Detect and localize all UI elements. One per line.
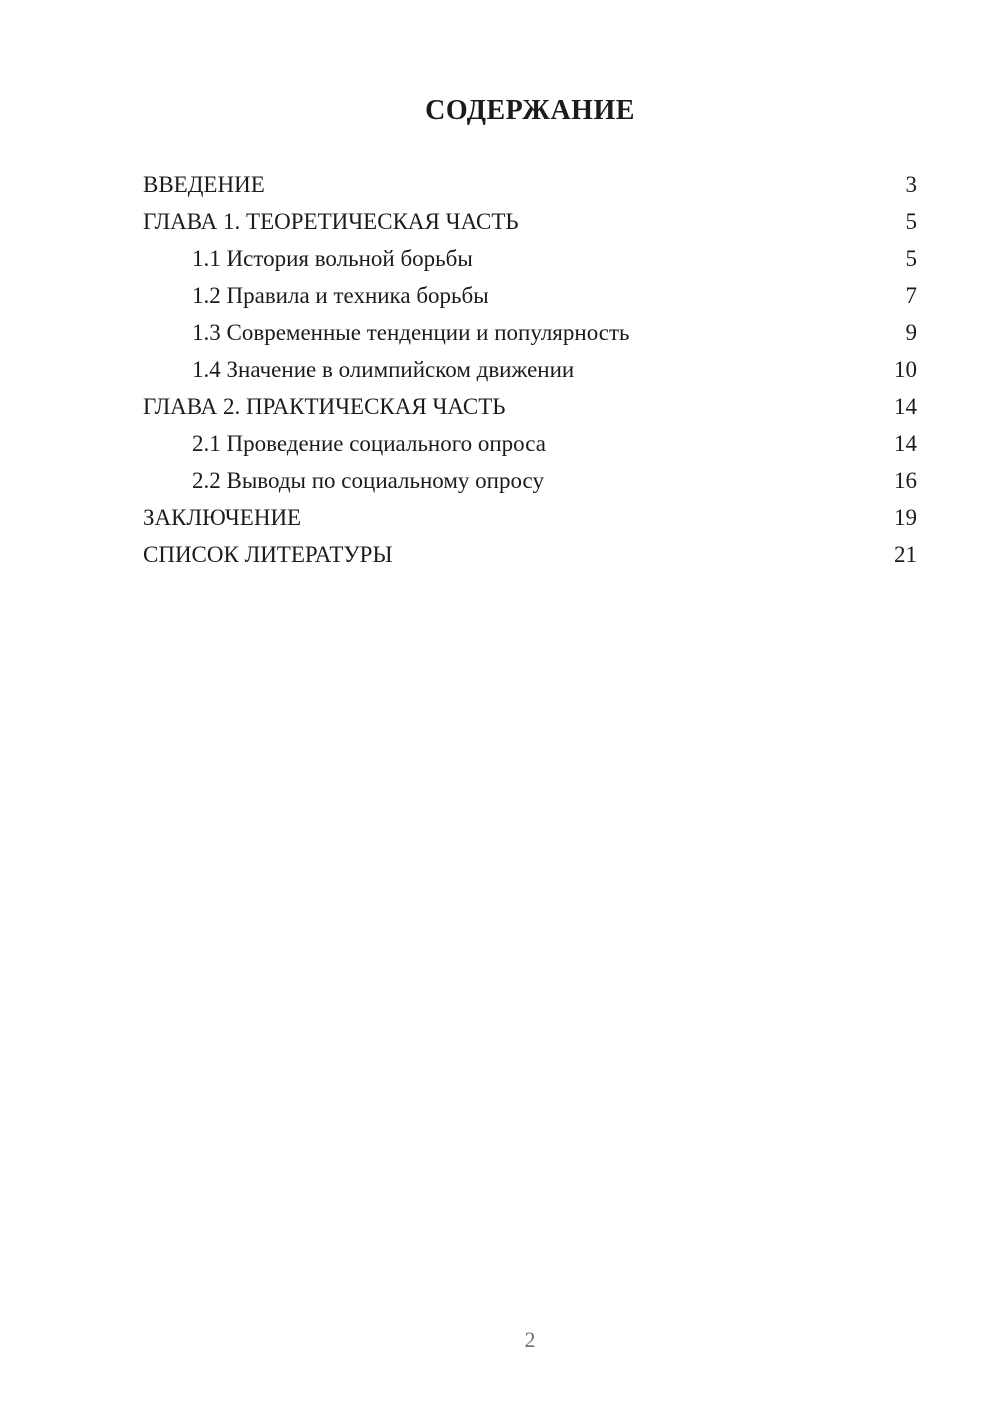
toc-entry [143, 462, 917, 499]
toc-entry [143, 499, 917, 536]
toc-entry-page: 21 [894, 542, 917, 567]
toc-entry [143, 240, 917, 277]
toc-entry [143, 277, 917, 314]
toc-entry-label: ГЛАВА 1. ТЕОРЕТИЧЕСКАЯ ЧАСТЬ [143, 209, 519, 234]
page-number: 2 [524, 1327, 536, 1352]
toc-entry-page: 14 [894, 394, 917, 419]
toc-entry [143, 351, 917, 388]
page-title: СОДЕРЖАНИЕ [425, 95, 635, 126]
toc-entry [143, 314, 917, 351]
toc-entry-page: 5 [905, 246, 917, 271]
toc-entry-page: 3 [905, 172, 917, 197]
toc-entry-label: 1.1 История вольной борьбы [192, 246, 473, 271]
toc-entry-label: ГЛАВА 2. ПРАКТИЧЕСКАЯ ЧАСТЬ [143, 394, 506, 419]
toc-entry [143, 388, 917, 425]
toc-entry-page: 9 [905, 320, 917, 345]
toc-entry-label: 1.3 Современные тенденции и популярность [192, 320, 630, 345]
toc-entry-label: 2.1 Проведение социального опроса [192, 431, 546, 456]
toc-entry-page: 19 [894, 505, 917, 530]
toc-entry-label: ЗАКЛЮЧЕНИЕ [143, 505, 302, 530]
toc-entry-page: 14 [894, 431, 917, 456]
toc-entry-page: 7 [905, 283, 917, 308]
toc-entry-label: СПИСОК ЛИТЕРАТУРЫ [143, 542, 393, 567]
toc-entry [143, 203, 917, 240]
toc-entry-label: 1.4 Значение в олимпийском движении [192, 357, 575, 382]
toc-entry [143, 166, 917, 203]
toc-list [143, 166, 917, 573]
toc-entry-label: 2.2 Выводы по социальному опросу [192, 468, 544, 493]
toc-entry [143, 425, 917, 462]
toc-entry [143, 536, 917, 573]
toc-entry-page: 5 [905, 209, 917, 234]
toc-entry-page: 10 [894, 357, 917, 382]
document-content [143, 0, 917, 573]
toc-entry-page: 16 [894, 468, 917, 493]
toc-entry-label: ВВЕДЕНИЕ [143, 172, 265, 197]
toc-entry-label: 1.2 Правила и техника борьбы [192, 283, 489, 308]
